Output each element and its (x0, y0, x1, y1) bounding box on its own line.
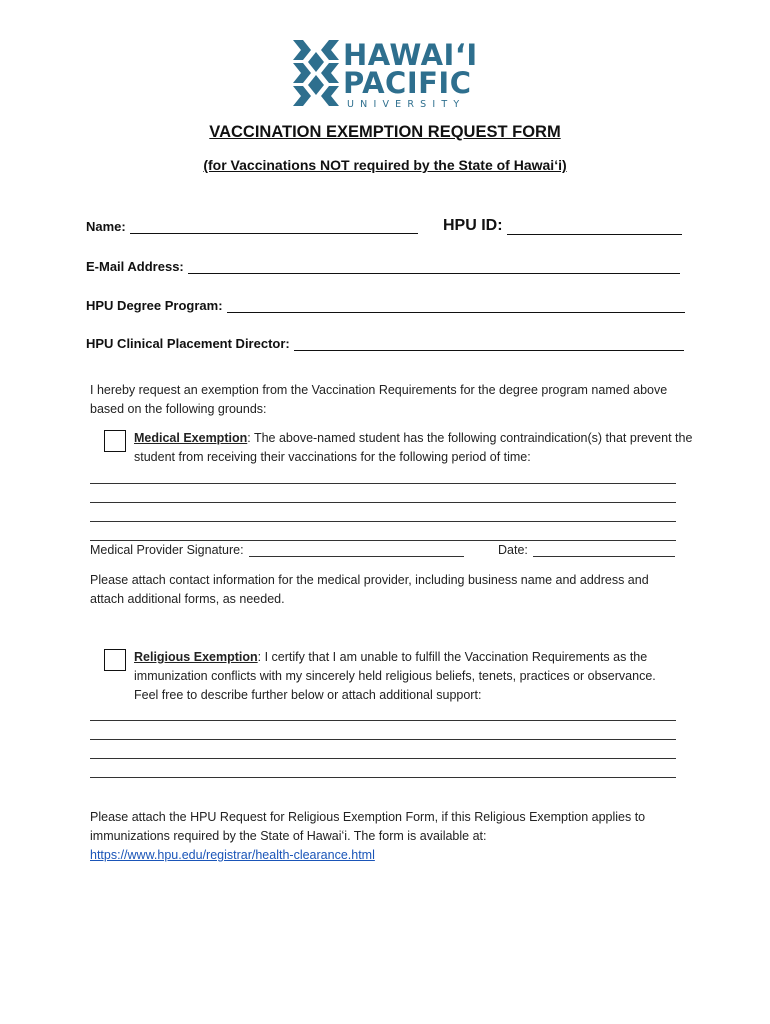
degree-program-label: HPU Degree Program: (86, 298, 223, 313)
religious-exemption-checkbox[interactable] (104, 649, 126, 671)
attach-religious-paragraph (90, 808, 670, 865)
placement-director-label: HPU Clinical Placement Director: (86, 336, 290, 351)
medical-line-3[interactable] (90, 521, 676, 522)
religious-exemption-text (134, 648, 679, 705)
logo-text-pacific: PACIFIC (343, 66, 472, 100)
degree-program-field[interactable] (86, 298, 685, 313)
medical-exemption-checkbox[interactable] (104, 430, 126, 452)
form-subtitle: (for Vaccinations NOT required by the State of Hawai‘i) (203, 157, 567, 173)
attach-religious-text: Please attach the HPU Request for Religious Exemption Form, if this Religious Exemption applies to immunizations required by the State of Hawaiʻi. The form is available at: (90, 810, 646, 843)
intro-paragraph: I hereby request an exemption from the Vaccination Requirements for the degree program named above based on the following grounds: (90, 383, 668, 416)
name-label: Name: (86, 219, 126, 234)
medical-exemption-description: : The above-named student has the following contraindication(s) that prevent the student from receiving their vaccinations for the following period of time: (134, 431, 693, 464)
email-label: E-Mail Address: (86, 259, 184, 274)
medical-exemption-text (134, 429, 694, 467)
religious-exemption-label: Religious Exemption (134, 650, 258, 664)
provider-signature-line[interactable] (249, 544, 464, 557)
hpu-id-label: HPU ID: (443, 217, 503, 234)
date-label: Date: (498, 543, 528, 557)
date-field[interactable] (498, 543, 675, 557)
hpu-logo (293, 40, 483, 110)
form-title: VACCINATION EXEMPTION REQUEST FORM (209, 123, 561, 141)
medical-line-2[interactable] (90, 502, 676, 503)
hpu-id-line[interactable] (507, 221, 682, 235)
date-line[interactable] (533, 544, 675, 557)
logo-mark-icon (293, 40, 339, 106)
health-clearance-link[interactable]: https://www.hpu.edu/registrar/health-clearance.html (90, 848, 375, 862)
degree-program-line[interactable] (227, 299, 685, 313)
religious-line-1[interactable] (90, 720, 676, 721)
logo-text-university: UNIVERSITY (347, 99, 466, 110)
email-field[interactable] (86, 259, 680, 274)
religious-line-2[interactable] (90, 739, 676, 740)
name-line[interactable] (130, 220, 418, 234)
placement-director-field[interactable] (86, 336, 684, 351)
religious-line-3[interactable] (90, 758, 676, 759)
logo-text-hawaii: HAWAIʻI (343, 38, 478, 72)
placement-director-line[interactable] (294, 337, 684, 351)
name-field[interactable] (86, 219, 418, 234)
attach-medical-paragraph: Please attach contact information for the medical provider, including business name and address and attach additional forms, as needed. (90, 573, 649, 606)
medical-line-1[interactable] (90, 483, 676, 484)
medical-exemption-label: Medical Exemption (134, 431, 248, 445)
religious-line-4[interactable] (90, 777, 676, 778)
email-line[interactable] (188, 260, 680, 274)
provider-signature-label: Medical Provider Signature: (90, 543, 244, 557)
provider-signature-field[interactable] (90, 543, 464, 557)
religious-exemption-description: : I certify that I am unable to fulfill the Vaccination Requirements as the immunization conflicts with my sincerely held religious beliefs, tenets, practices or observance. Feel free to describe further below or attach additional support: (134, 650, 656, 702)
hpu-id-field[interactable] (443, 217, 682, 235)
medical-line-4[interactable] (90, 540, 676, 541)
